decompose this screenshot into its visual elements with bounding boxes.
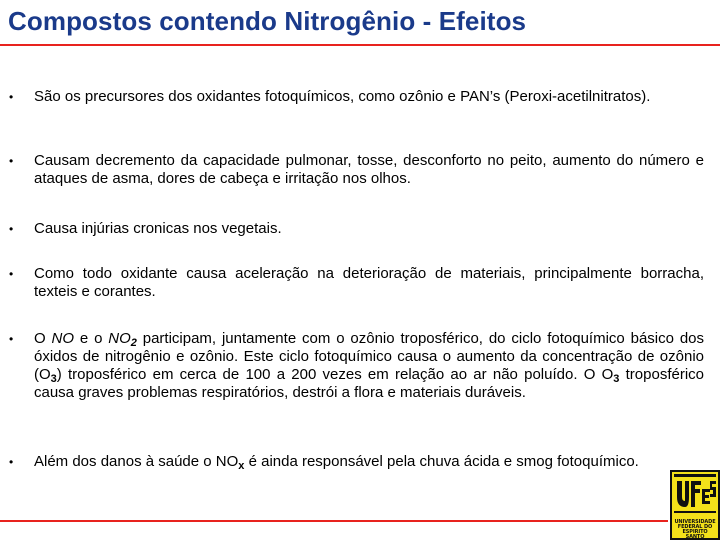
bullet-text: Causam decremento da capacidade pulmonar, tosse, desconforto no peito, aumento do número e ataques de asma, dores de cabeça e irritação nos olhos. — [34, 152, 704, 187]
logo-caption-line: FEDERAL DO — [677, 524, 713, 530]
bullet-marker: • — [9, 455, 14, 469]
no2-subscript: 2 — [130, 337, 137, 349]
bullet-text-part: ) troposférico em cerca de 100 a 200 vezes em relação ao ar não poluído. O O — [56, 366, 614, 383]
bullet-text: São os precursores dos oxidantes fotoquímicos, como ozônio e PAN’s (Peroxi-acetilnitratos). — [34, 88, 651, 105]
bullet-text-part: O — [34, 330, 52, 347]
no2-base: NO — [108, 330, 131, 347]
no2-formula — [108, 330, 137, 347]
bullet-item — [9, 88, 704, 106]
bullet-text-part: é ainda responsável pela chuva ácida e smog fotoquímico. — [244, 453, 639, 470]
bullet-item — [9, 265, 704, 301]
ufes-logo-caption — [674, 520, 716, 540]
bullet-item — [9, 330, 704, 402]
bullet-item — [9, 453, 704, 472]
bullet-marker: • — [9, 222, 14, 236]
slide-title: Compostos contendo Nitrogênio - Efeitos — [8, 6, 527, 36]
o3-subscript: 3 — [50, 373, 57, 385]
bullet-text-part: troposférico causa graves problemas respiratórios, destrói a flora e materiais duráveis. — [34, 366, 704, 401]
bullet-text-part: participam, juntamente com o ozônio troposférico, do ciclo fotoquímico básico dos óxidos de nitrogênio e ozônio. Este ciclo fotoquímico causa o aumento da concentração de ozônio (O — [34, 330, 704, 383]
bullet-text-part: Além dos danos à saúde o NO — [34, 453, 239, 470]
ufes-logo — [670, 470, 720, 540]
footer-divider — [0, 520, 668, 522]
logo-caption-line: ESPIRITO SANTO — [682, 529, 708, 540]
title-divider — [0, 44, 720, 46]
bullet-marker: • — [9, 90, 14, 104]
ufes-logo-mark — [672, 472, 718, 518]
bullet-text-part: e o — [74, 330, 109, 347]
o3-subscript: 3 — [613, 373, 620, 385]
logo-caption-line: UNIVERSIDADE — [674, 519, 716, 525]
bullet-item — [9, 220, 704, 238]
bullet-marker: • — [9, 332, 14, 346]
bullet-marker: • — [9, 154, 14, 168]
bullet-text: Como todo oxidante causa aceleração na deterioração de materiais, principalmente borracha, texteis e corantes. — [34, 265, 704, 300]
bullet-item — [9, 152, 704, 188]
no-formula: NO — [51, 330, 75, 347]
bullet-marker: • — [9, 267, 14, 281]
bullet-text: Causa injúrias cronicas nos vegetais. — [34, 220, 282, 237]
nox-subscript: x — [238, 460, 245, 472]
